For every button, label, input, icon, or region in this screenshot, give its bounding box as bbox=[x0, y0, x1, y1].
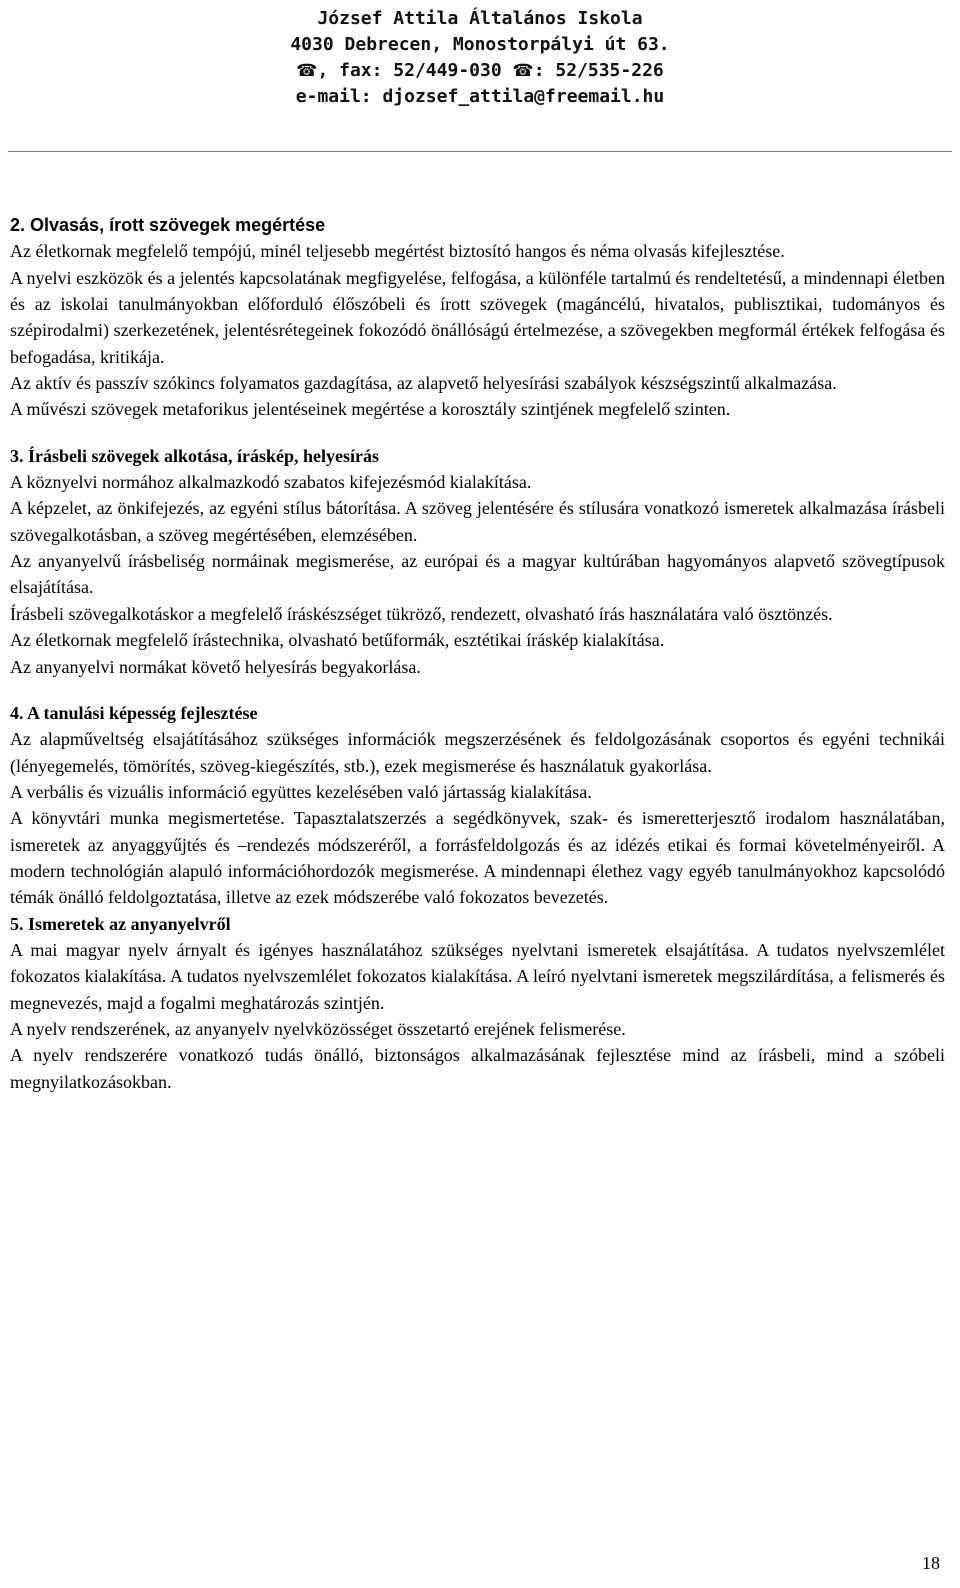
paragraph: A mai magyar nyelv árnyalt és igényes használatához szükséges nyelvtani ismeretek elsajátítása. A tudatos nyelvszemlélet fokozatos kialakítása. A tudatos nyelvszemlélet fokozatos kialakítása. A leíró nyelvtani ismeretek megszilárdítása, a felismerés és megnevezés, majd a fogalmi meghatározás szintjén. bbox=[10, 939, 945, 1013]
page-number: 18 bbox=[922, 1553, 940, 1573]
phone-icon: ☎ bbox=[512, 61, 534, 81]
paragraph: A nyelvi eszközök és a jelentés kapcsolatának megfigyelése, felfogása, a különféle tartalmú és rendeltetésű, a mindennapi életben és az iskolai tanulmányokban előforduló élőszóbeli és írott szövegek (magáncélú, hivatalos, publisztikai, tudományos és szépirodalmi) szerkezetének, jelentésrétegeinek fokozódó önállóságú értelmezése, a szövegekben megformál értékek felfogása és befogadása, kritikája. bbox=[10, 267, 945, 367]
document-body bbox=[10, 212, 945, 1095]
section-4-title: 4. A tanulási képesség fejlesztése bbox=[10, 702, 258, 723]
paragraph: Az alapműveltség elsajátításához szükséges információk megszerzésének és feldolgozásának csoportos és egyéni technikái (lényegemelés, tömörítés, szöveg-kiegészítés, stb.), ezek megismerése és használatuk gyakorlása. bbox=[10, 729, 945, 776]
section-2-title: 2. Olvasás, írott szövegek megértése bbox=[10, 215, 326, 235]
phone-fax-text: , fax: 52/449-030 bbox=[317, 60, 513, 81]
section-spacer bbox=[10, 423, 945, 443]
paragraph: A nyelv rendszerének, az anyanyelv nyelvközösséget összetartó erejének felismerése. bbox=[10, 1018, 626, 1039]
phone2-text: : 52/535-226 bbox=[533, 60, 664, 81]
paragraph: Írásbeli szövegalkotáskor a megfelelő íráskészséget tükröző, rendezett, olvasható írás használatára való ösztönzés. bbox=[10, 603, 833, 624]
phone-icon: ☎ bbox=[296, 61, 318, 81]
paragraph: Az anyanyelvi normákat követő helyesírás begyakorlása. bbox=[10, 656, 421, 677]
email-line: e-mail: djozsef_attila@freemail.hu bbox=[295, 86, 665, 107]
paragraph: A képzelet, az önkifejezés, az egyéni stílus bátorítása. A szöveg jelentésére és stílusára vonatkozó ismeretek alkalmazása írásbeli szövegalkotásban, a szöveg megértésében, elemzésében. bbox=[10, 498, 945, 545]
school-address: 4030 Debrecen, Monostorpályi út 63. bbox=[290, 34, 670, 55]
header-divider bbox=[8, 151, 952, 152]
section-5-title: 5. Ismeretek az anyanyelvről bbox=[10, 913, 231, 934]
paragraph: A művészi szövegek metaforikus jelentéseinek megértése a korosztály szintjének megfelelő szinten. bbox=[10, 399, 731, 420]
letterhead bbox=[0, 6, 960, 110]
section-spacer bbox=[10, 680, 945, 700]
paragraph: Az életkornak megfelelő írástechnika, olvasható betűformák, esztétikai íráskép kialakítása. bbox=[10, 630, 665, 651]
paragraph: A köznyelvi normához alkalmazkodó szabatos kifejezésmód kialakítása. bbox=[10, 472, 532, 493]
section-3-title: 3. Írásbeli szövegek alkotása, íráskép, helyesírás bbox=[10, 445, 379, 466]
school-name: József Attila Általános Iskola bbox=[317, 8, 643, 29]
paragraph: A verbális és vizuális információ együttes kezelésében való jártasság kialakítása. bbox=[10, 781, 592, 802]
paragraph: Az aktív és passzív szókincs folyamatos gazdagítása, az alapvető helyesírási szabályok készségszintű alkalmazása. bbox=[10, 373, 837, 394]
phone-fax-line bbox=[0, 58, 960, 84]
paragraph: Az anyanyelvű írásbeliség normáinak megismerése, az európai és a magyar kultúrában hagyományos alapvető szövegtípusok elsajátítása. bbox=[10, 551, 945, 598]
paragraph: Az életkornak megfelelő tempójú, minél teljesebb megértést biztosító hangos és néma olvasás kifejlesztése. bbox=[10, 241, 785, 262]
paragraph: A nyelv rendszerére vonatkozó tudás önálló, biztonságos alkalmazásának fejlesztése mind az írásbeli, mind a szóbeli megnyilatkozásokban. bbox=[10, 1045, 945, 1092]
paragraph: A könyvtári munka megismertetése. Tapasztalatszerzés a segédkönyvek, szak- és ismeretterjesztő irodalom használatában, ismeretek az anyaggyűjtés és –rendezés módszeréről, a forrásfeldolgozás és az idézés etikai és formai követelményeiről. A modern technológián alapuló információhordozók megismerése. A mindennapi élethez vagy egyéb tanulmányokhoz kapcsolódó témák önálló feldolgoztatása, illetve az ezek módszerébe való fokozatos bevezetés. bbox=[10, 808, 945, 908]
